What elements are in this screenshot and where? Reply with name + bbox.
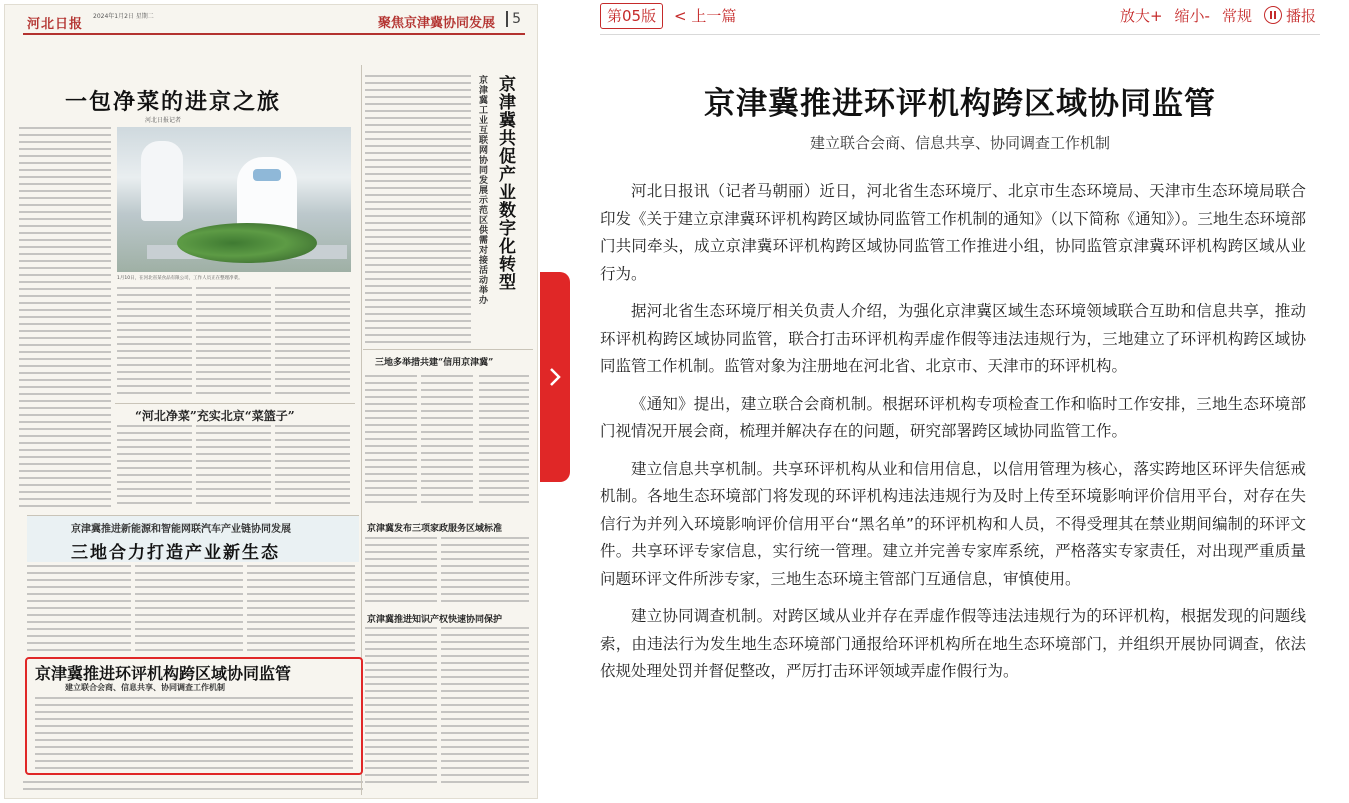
article-paragraph: 河北日报讯（记者马朝丽）近日，河北省生态环境厅、北京市生态环境局、天津市生态环境局联合印发《关于建立京津冀环评机构跨区域协同监管工作机制的通知》（以下简称《通知》）。三地生态环境部门共同牵头，成立京津冀环评机构跨区域协同监管工作推进小组，协同监管京津冀环评机构跨区域从业行为。 <box>600 182 1306 283</box>
story-heading[interactable]: 京津冀发布三项家政服务区域标准 <box>367 524 503 534</box>
article-paragraph: 《通知》提出，建立联合会商机制。根据环评机构专项检查工作和临时工作安排，三地生态环境部门视情况开展会商，梳理并解决存在的问题，研究部署跨区域协同监管工作。 <box>600 394 1306 440</box>
text-column <box>23 781 363 795</box>
lead-story-photo <box>117 127 351 272</box>
audio-play-icon <box>1264 6 1282 24</box>
text-column <box>275 425 350 505</box>
story-band[interactable] <box>27 515 359 562</box>
article-title: 京津冀推进环评机构跨区域协同监管 <box>704 86 1216 122</box>
article-paragraph: 据河北省生态环境厅相关负责人介绍，为强化京津冀区域生态环境领域联合互助和信息共享，推动环评机构跨区域协同监管，联合打击环评机构弄虚作假等违法违规行为，三地建立了环评机构跨区域协同监管工作机制。监管对象为注册地在河北省、北京市、天津市的环评机构。 <box>600 302 1306 375</box>
story-heading[interactable]: “河北净菜”充实北京“菜篮子” <box>135 409 295 423</box>
text-column <box>196 425 271 505</box>
article-paragraph: 建立信息共享机制。共享环评机构从业和信用信息，以信用管理为核心，落实跨地区环评失信惩戒机制。各地生态环境部门将发现的环评机构违法违规行为及时上传至环境影响评价信用平台，对存在失信行为并列入环境影响评价信用平台“黑名单”的环评机构和人员，不得受理其在禁业期间编制的环评文件。共享环评专家信息，实行统一管理。建立并完善专家库系统，严格落实专家责任，对出现严重质量问题环评文件所涉专家，三地生态环境主管部门互通信息，审慎使用。 <box>600 459 1306 588</box>
edition-badge[interactable]: 第05版 <box>600 3 663 29</box>
text-column <box>135 565 243 653</box>
zoom-in-button[interactable]: 放大+ <box>1119 7 1163 25</box>
text-column <box>421 375 473 503</box>
article-body <box>600 178 1306 696</box>
chevron-right-icon <box>548 367 562 387</box>
previous-article-link[interactable]: < 上一篇 <box>674 7 737 25</box>
text-column <box>365 75 471 343</box>
text-column <box>247 565 355 653</box>
photo-caption: 1月10日，在河北省某食品有限公司，工作人员正在整理净菜。 <box>117 276 243 281</box>
play-label: 播报 <box>1285 7 1316 25</box>
highlight-title: 京津冀推进环评机构跨区域协同监管 <box>35 664 292 683</box>
text-column <box>441 627 529 787</box>
lead-story-title[interactable]: 一包净菜的进京之旅 <box>65 89 282 115</box>
toolbar-actions <box>1120 5 1316 26</box>
text-column <box>479 375 529 503</box>
band-kicker: 京津冀推进新能源和智能网联汽车产业链协同发展 <box>71 524 291 535</box>
selected-article-highlight[interactable] <box>25 657 363 775</box>
page-number: 5 <box>506 11 521 27</box>
text-column <box>275 287 350 397</box>
text-column <box>117 287 192 397</box>
text-column <box>27 565 131 653</box>
band-title: 三地合力打造产业新生态 <box>71 543 280 563</box>
text-column <box>441 537 529 607</box>
text-column <box>196 287 271 397</box>
highlight-subtitle: 建立联合会商、信息共享、协同调查工作机制 <box>65 683 225 692</box>
story-heading[interactable]: 三地多举措共建“信用京津冀” <box>375 358 494 368</box>
lead-story-byline: 河北日报记者 <box>145 117 182 124</box>
masthead-logo: 河北日报 <box>27 17 84 32</box>
zoom-out-button[interactable]: 缩小- <box>1174 7 1210 25</box>
text-column <box>117 425 192 505</box>
text-column <box>19 127 111 507</box>
text-column <box>365 627 437 787</box>
section-title: 聚焦京津冀协同发展 <box>377 16 495 31</box>
text-column <box>365 375 417 503</box>
newspaper-page-thumbnail[interactable] <box>4 4 538 799</box>
text-column <box>365 537 437 607</box>
section-divider <box>115 403 355 404</box>
text-column <box>35 697 353 771</box>
vertical-story-subtitle: 京津冀工业互联网协同发展示范区供需对接活动举办 <box>477 75 487 305</box>
collapse-toggle-button[interactable] <box>540 272 570 482</box>
photo-worker-figure <box>141 141 183 221</box>
photo-mask <box>253 169 281 181</box>
vertical-story-title[interactable]: 京津冀共促产业数字化转型 <box>495 75 515 291</box>
photo-vegetables <box>177 223 317 263</box>
article-paragraph: 建立协同调查机制。对跨区域从业并存在弄虚作假等违法违规行为的环评机构，根据发现的问题线索，由违法行为发生地生态环境部门通报给环评机构所在地生态环境部门，并组织开展协同调查，依法依规处理处罚并督促整改，严厉打击环评领域弄虚作假行为。 <box>600 607 1306 680</box>
masthead-date: 2024年1月2日 星期二 <box>93 13 154 20</box>
section-divider <box>363 349 533 350</box>
play-button[interactable] <box>1264 5 1316 26</box>
masthead <box>23 11 525 35</box>
article-subtitle: 建立联合会商、信息共享、协同调查工作机制 <box>809 134 1110 152</box>
story-heading[interactable]: 京津冀推进知识产权快速协同保护 <box>367 615 503 625</box>
reader-toolbar <box>600 0 1320 35</box>
normal-size-button[interactable]: 常规 <box>1221 7 1252 25</box>
